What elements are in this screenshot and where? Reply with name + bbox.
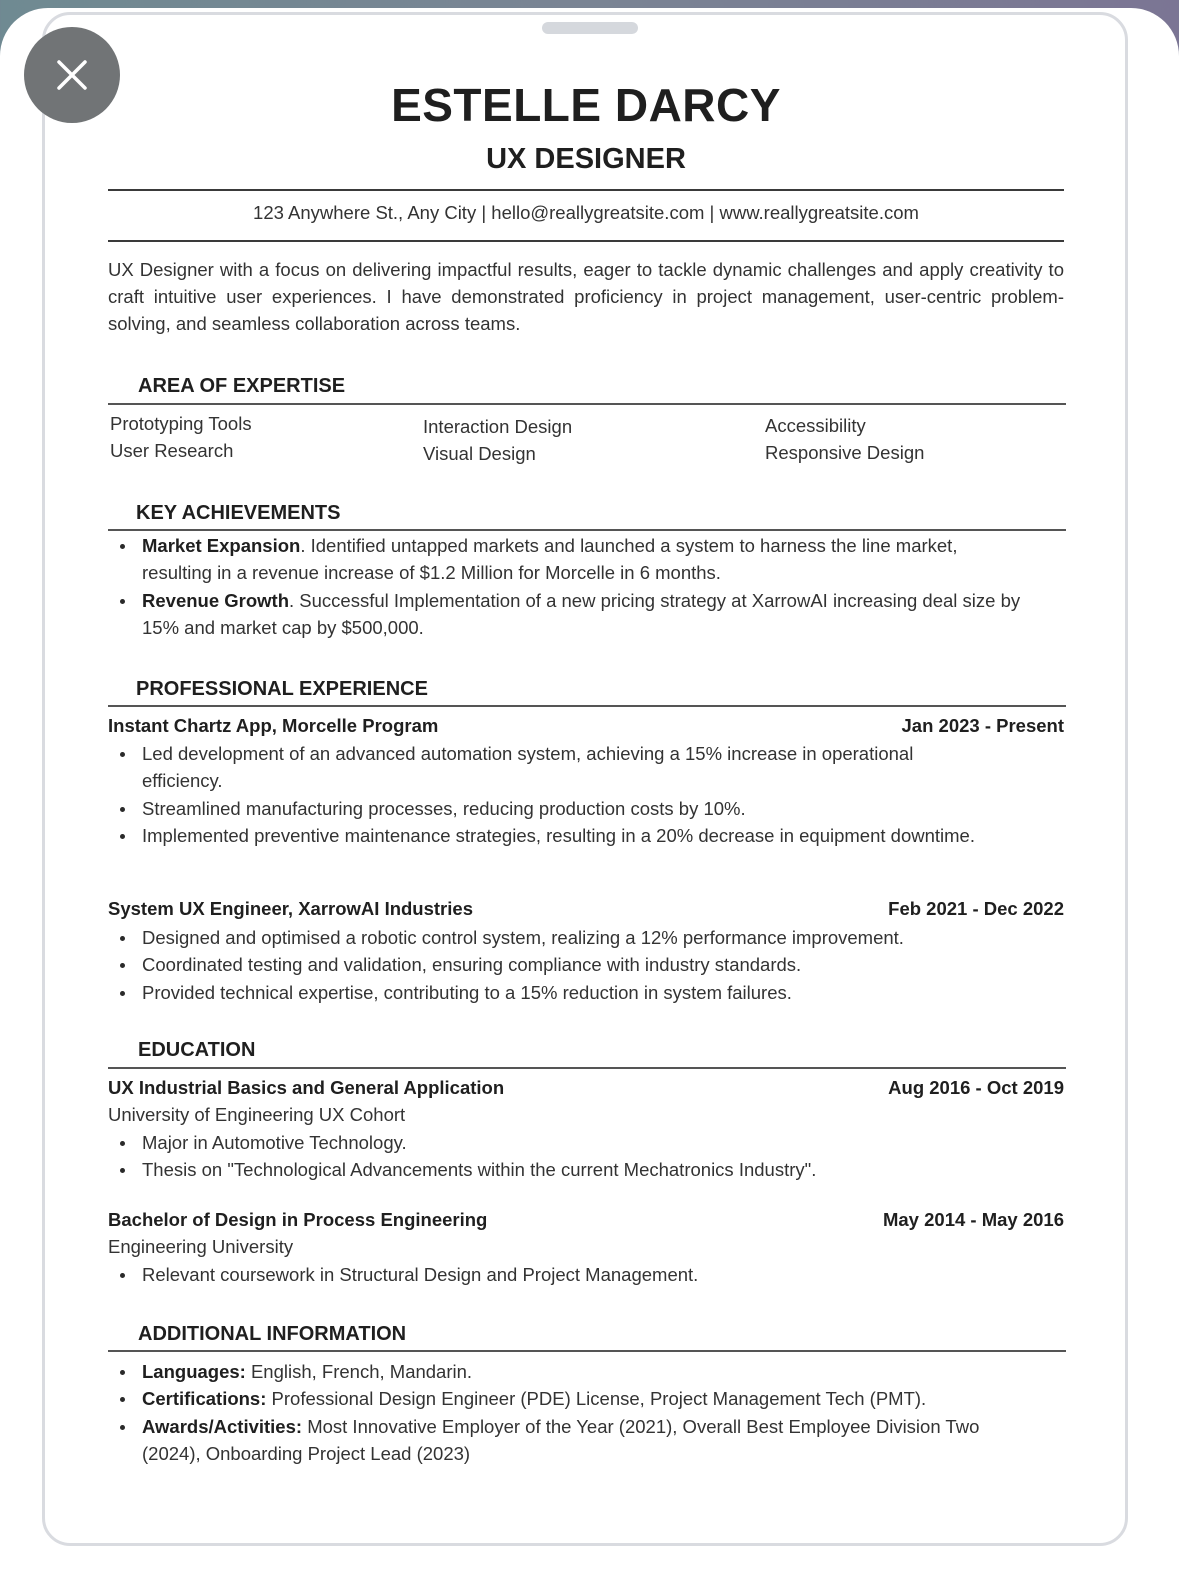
education-bullets — [108, 1129, 1064, 1184]
job-dates: Jan 2023 - Present — [901, 715, 1064, 736]
degree-title: UX Industrial Basics and General Application — [108, 1077, 505, 1098]
expertise-item: Visual Design — [423, 443, 536, 464]
expertise-item: Prototyping Tools — [110, 413, 252, 434]
job-bullets — [108, 924, 1064, 1006]
section-title-additional: ADDITIONAL INFORMATION — [138, 1323, 407, 1345]
close-x-icon — [55, 58, 89, 92]
expertise-item: Responsive Design — [765, 442, 925, 463]
expertise-column-1 — [110, 410, 252, 464]
job-bullet: Implemented preventive maintenance strategies, resulting in a 20% decrease in equipment downtime. — [108, 822, 988, 849]
education-bullet: Major in Automotive Technology. — [108, 1129, 1064, 1156]
section-title-achievements: KEY ACHIEVEMENTS — [136, 502, 341, 524]
section-divider — [108, 1350, 1066, 1352]
additional-item: Languages: English, French, Mandarin. — [108, 1358, 998, 1385]
section-divider — [108, 1067, 1066, 1069]
additional-item: Certifications: Professional Design Engineer (PDE) License, Project Management Tech (PMT). — [108, 1385, 998, 1412]
expertise-column-3 — [765, 412, 924, 466]
job-bullet: Coordinated testing and validation, ensuring compliance with industry standards. — [108, 951, 1064, 978]
job-dates: Feb 2021 - Dec 2022 — [888, 898, 1064, 919]
drag-handle[interactable] — [542, 22, 638, 34]
additional-item: Awards/Activities: Most Innovative Employer of the Year (2021), Overall Best Employee Division Two (2024), Onboarding Project Lead (2023) — [108, 1413, 998, 1468]
school-name: Engineering University — [108, 1236, 294, 1257]
education-header — [108, 1209, 1064, 1231]
degree-dates: May 2014 - May 2016 — [882, 1209, 1064, 1230]
job-bullet: Streamlined manufacturing processes, reducing production costs by 10%. — [108, 795, 988, 822]
resume-name: ESTELLE DARCY — [391, 79, 781, 131]
section-divider — [108, 705, 1066, 707]
job-bullets — [108, 740, 988, 849]
education-bullet: Relevant coursework in Structural Design and Project Management. — [108, 1261, 1064, 1288]
summary-paragraph: UX Designer with a focus on delivering impactful results, eager to tackle dynamic challenges and apply creativity to craft intuitive user experiences. I have demonstrated proficiency in project management, user-centric problem-solving, and seamless collaboration across teams. — [108, 259, 1064, 334]
section-divider — [108, 403, 1066, 405]
expertise-item: User Research — [110, 440, 234, 461]
job-bullet: Led development of an advanced automation system, achieving a 15% increase in operational efficiency. — [108, 740, 988, 795]
section-title-experience: PROFESSIONAL EXPERIENCE — [136, 678, 428, 700]
section-title-expertise: AREA OF EXPERTISE — [138, 375, 346, 397]
job-title: System UX Engineer, XarrowAI Industries — [108, 898, 473, 919]
education-bullet: Thesis on "Technological Advancements within the current Mechatronics Industry". — [108, 1156, 1064, 1183]
job-bullet: Designed and optimised a robotic control system, realizing a 12% performance improvement. — [108, 924, 1064, 951]
school-name: University of Engineering UX Cohort — [108, 1104, 406, 1125]
achievement-item: Market Expansion. Identified untapped markets and launched a system to harness the line market, resulting in a revenue increase of $1.2 Million for Morcelle in 6 months. — [108, 532, 1028, 587]
close-button[interactable] — [24, 27, 120, 123]
divider — [108, 240, 1064, 242]
resume-role: UX DESIGNER — [486, 143, 686, 175]
degree-title: Bachelor of Design in Process Engineering — [108, 1209, 488, 1230]
divider — [108, 189, 1064, 191]
job-title: Instant Chartz App, Morcelle Program — [108, 715, 439, 736]
section-title-education: EDUCATION — [138, 1039, 256, 1061]
contact-line: 123 Anywhere St., Any City | hello@reallygreatsite.com | www.reallygreatsite.com — [253, 202, 919, 223]
expertise-item: Interaction Design — [423, 416, 573, 437]
additional-list — [108, 1358, 998, 1467]
job-bullet: Provided technical expertise, contributing to a 15% reduction in system failures. — [108, 979, 1064, 1006]
section-divider — [108, 529, 1066, 531]
degree-dates: Aug 2016 - Oct 2019 — [888, 1077, 1064, 1098]
education-header — [108, 1077, 1064, 1099]
education-bullets — [108, 1261, 1064, 1288]
job-header — [108, 898, 1064, 920]
achievement-item: Revenue Growth. Successful Implementation of a new pricing strategy at XarrowAI increasing deal size by 15% and market cap by $500,000. — [108, 587, 1028, 642]
job-header — [108, 715, 1064, 737]
expertise-column-2 — [423, 413, 572, 467]
expertise-item: Accessibility — [765, 415, 866, 436]
achievements-list — [108, 532, 1028, 641]
